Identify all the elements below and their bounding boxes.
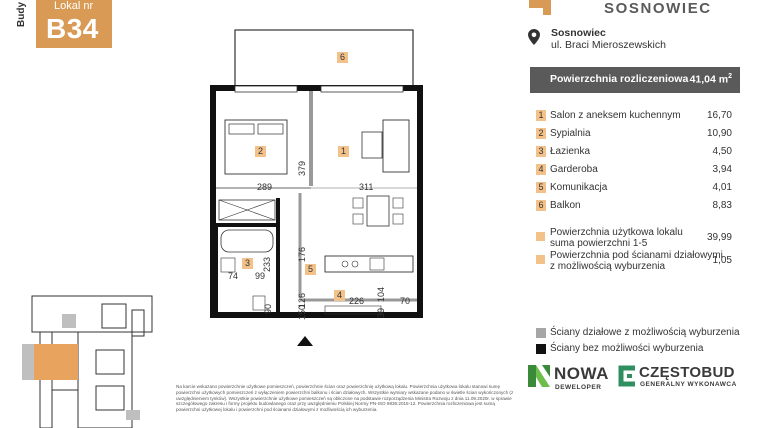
key-plan [22,290,170,428]
room-number: 3 [536,146,546,157]
partition-area-summary [536,250,732,274]
dim-74: 74 [228,271,239,281]
lokal-number: B34 [46,13,99,44]
summary-text: Powierzchnia użytkowa lokalu suma powierzchni 1-5 [550,227,683,249]
room-name: Łazienka [550,146,591,157]
settlement-area-label: Powierzchnia rozliczeniowa [550,73,689,85]
dim-90: 90 [263,303,273,314]
room-area: 4,50 [712,146,732,157]
address-city: Sosnowiec [551,27,606,39]
summary-value: 1,05 [712,255,732,266]
room-row [536,108,732,124]
room-label-2: 2 [255,146,266,157]
dim-289: 289 [257,182,273,192]
room-label-5: 5 [305,264,316,275]
room-label-6: 6 [337,52,348,63]
room-name: Garderoba [550,164,598,175]
window-living [321,86,403,92]
window-bedroom [235,86,297,92]
room-number: 1 [536,110,546,121]
room-label-3: 3 [242,258,253,269]
legend-swatch [536,344,546,354]
building-tab [14,0,36,46]
balcony-outline [235,30,413,88]
logo-mark-icon [529,0,551,15]
room-row [536,144,732,160]
room-number: 5 [536,182,546,193]
room-name: Salon z aneksem kuchennym [550,110,681,121]
room-area: 4,01 [712,182,732,193]
dim-39: 39 [376,307,386,318]
floor-plan [205,28,430,350]
nowa-name: NOWA [554,364,609,383]
usable-area-summary [536,227,732,251]
dim-311: 311 [359,182,374,192]
footnote: Na karcie wskazano powierzchnie użytkowe pomieszczeń, powierzchnie ścian oraz powierzchnię użytkową lokalu. Powierzchnia użytkowa lokalu stanowi sumę powierzchni użytkowych pomieszczeń z wyłączeniem powierzchni balkonu i ścian działowych. Wszystkie wymiary wskazane podano w świetle ścian wykończonych (z uwzględnieniem tynków). Wszystkie powierzchnie użytkowe pomieszczeń są obliczone na podstawie rozporządzenia Ministra Rozwoju z dnia 11.09.2020r. w sprawie szczegółowego zakresu i formy projektu budowlanego oraz przy uwzględnieniu Polskiej Normy PN-ISO 9836:2015-12. Powierzchnia rozliczeniowa jest sumą powierzchni użytkowej lokalu i powierzchni pod ścianami działowymi z możliwością ich wyburzenia. [176,384,514,413]
summary-marker [536,232,545,241]
room-name: Komunikacja [550,182,608,193]
lokal-label: Lokal nr [54,0,94,12]
location-pin-icon [528,29,540,45]
room-name: Balkon [550,200,581,211]
room-label-4: 4 [334,290,345,301]
settlement-area-value: 41,04 $m^2$ [689,73,732,86]
room-name: Sypialnia [550,128,591,139]
nowa-logo-icon [528,365,550,387]
legend-text: Ściany bez możliwości wyburzenia [550,343,704,354]
dim-99: 99 [255,271,266,281]
room-area: 8,83 [712,200,732,211]
czestobud-logo-icon [617,365,635,387]
city-title: SOSNOWIEC [604,0,712,17]
lokal-badge [36,0,112,48]
room-area: 3,94 [712,164,732,175]
room-area: 16,70 [706,110,732,121]
room-row [536,162,732,178]
dim-379: 379 [297,160,307,176]
entrance-arrow [297,336,313,346]
dim-70: 70 [400,296,411,306]
summary-marker [536,255,545,264]
building-label: Budy [16,2,27,27]
legend-text: Ściany działowe z możliwością wyburzenia [550,327,740,338]
dim-150: 150 [297,304,307,320]
settlement-area-bar [530,67,740,93]
room-number: 6 [536,200,546,211]
nowa-sub: DEWELOPER [555,384,602,391]
address-street: ul. Braci Mieroszewskich [551,39,666,51]
key-plan-highlight [34,344,78,380]
dim-104: 104 [376,286,386,302]
room-row [536,126,732,142]
room-area: 10,90 [706,128,732,139]
czestobud-name: CZĘSTOBUD [639,364,735,381]
legend-swatch [536,328,546,338]
dim-176: 176 [297,246,307,262]
dim-233: 233 [262,256,272,272]
room-label-1: 1 [338,146,349,157]
room-number: 2 [536,128,546,139]
dim-226: 226 [349,296,365,306]
summary-text: Powierzchnia pod ścianami działowymi z możliwością wyburzenia [550,250,723,272]
nowa-deweloper-logo [528,364,618,391]
room-number: 4 [536,164,546,175]
czestobud-sub: GENERALNY WYKONAWCA [640,381,737,388]
czestobud-logo [617,364,742,388]
room-row [536,180,732,196]
dim-126: 126 [297,292,307,308]
room-row [536,198,732,214]
summary-value: 39,99 [706,232,732,243]
